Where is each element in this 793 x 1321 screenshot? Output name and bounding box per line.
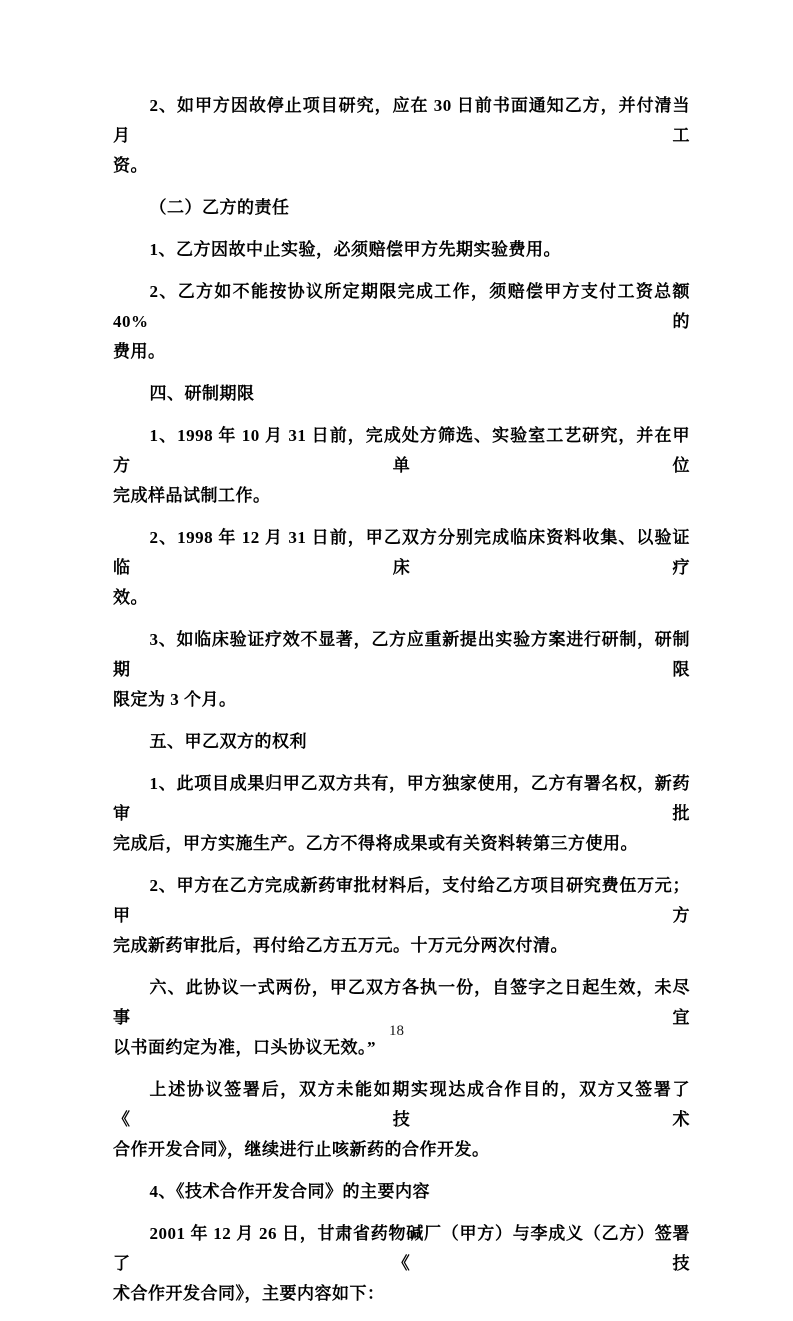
text-line: 效。	[113, 588, 148, 607]
text-line: 2、1998 年 12 月 31 日前，甲乙双方分别完成临床资料收集、以验证临床疗	[113, 528, 690, 577]
text-line: 费用。	[113, 342, 166, 361]
text-line: 2、如甲方因故停止项目研究，应在 30 日前书面通知乙方，并付清当月工	[113, 96, 690, 145]
text-line: 2、甲方在乙方完成新药审批材料后，支付给乙方项目研究费伍万元；甲方	[113, 876, 690, 925]
paragraph	[113, 421, 690, 511]
text-line: 完成后，甲方实施生产。乙方不得将成果或有关资料转第三方使用。	[113, 834, 638, 853]
paragraph	[113, 769, 690, 859]
paragraph	[113, 625, 690, 715]
text-line: 1、此项目成果归甲乙双方共有，甲方独家使用，乙方有署名权，新药审批	[113, 774, 690, 823]
paragraph	[113, 235, 690, 265]
text-line: 2001 年 12 月 26 日，甘肃省药物碱厂（甲方）与李成义（乙方）签署了《技	[113, 1224, 690, 1273]
document-body	[113, 91, 690, 1321]
text-line: 1、乙方因故中止实验，必须赔偿甲方先期实验费用。	[149, 240, 562, 259]
text-line: （二）乙方的责任	[149, 198, 290, 217]
paragraph	[113, 523, 690, 613]
page-number: 18	[389, 1023, 404, 1039]
text-line: 上述协议签署后，双方未能如期实现达成合作目的，双方又签署了《技术	[113, 1080, 690, 1129]
text-line: 完成新药审批后，再付给乙方五万元。十万元分两次付清。	[113, 936, 568, 955]
paragraph	[113, 871, 690, 961]
paragraph	[113, 193, 690, 223]
text-line: 五、甲乙双方的权利	[149, 732, 308, 751]
text-line: 术合作开发合同》，主要内容如下：	[113, 1284, 385, 1303]
paragraph	[113, 1075, 690, 1165]
paragraph	[113, 379, 690, 409]
text-line: 3、如临床验证疗效不显著，乙方应重新提出实验方案进行研制，研制期限	[113, 630, 690, 679]
text-line: 完成样品试制工作。	[113, 486, 271, 505]
text-line: 2、乙方如不能按协议所定期限完成工作，须赔偿甲方支付工资总额 40%的	[113, 282, 690, 331]
paragraph	[113, 91, 690, 181]
text-line: 六、此协议一式两份，甲乙双方各执一份，自签字之日起生效，未尽事宜	[113, 978, 690, 1027]
paragraph	[113, 727, 690, 757]
paragraph	[113, 973, 690, 1063]
text-line: 资。	[113, 156, 148, 175]
text-line: 四、研制期限	[149, 384, 255, 403]
paragraph	[113, 1219, 690, 1309]
text-line: 以书面约定为准，口头协议无效。”	[113, 1038, 376, 1057]
text-line: 1、1998 年 10 月 31 日前，完成处方筛选、实验室工艺研究，并在甲方单位	[113, 426, 690, 475]
text-line: 合作开发合同》，继续进行止咳新药的合作开发。	[113, 1140, 490, 1159]
text-line: 限定为 3 个月。	[113, 690, 237, 709]
text-line: 4、《技术合作开发合同》的主要内容	[149, 1182, 431, 1201]
paragraph	[113, 277, 690, 367]
paragraph	[113, 1177, 690, 1207]
